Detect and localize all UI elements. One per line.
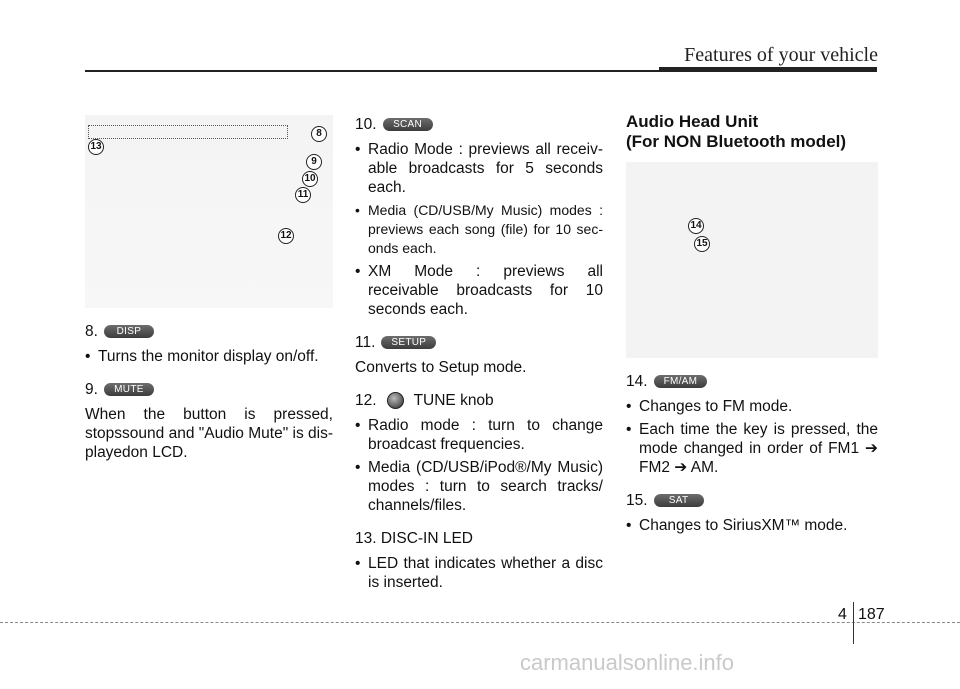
header-rule-accent	[659, 67, 877, 72]
item-12-number: 12.	[355, 392, 377, 409]
item-15-heading	[626, 491, 878, 510]
item-15-number: 15.	[626, 492, 648, 509]
item-12-heading	[355, 391, 603, 410]
bullet-item: • Changes to FM mode.	[626, 397, 878, 416]
callout-11: 11	[295, 187, 311, 203]
item-11-heading	[355, 333, 603, 352]
watermark: carmanualsonline.info	[520, 650, 735, 675]
disp-key-badge: DISP	[104, 325, 154, 338]
callout-13: 13	[88, 139, 104, 155]
callout-15: 15	[694, 236, 710, 252]
section-title-line2: (For NON Bluetooth model)	[626, 132, 847, 151]
page-number: 187	[858, 606, 885, 623]
mute-key-badge: MUTE	[104, 383, 154, 396]
item-13-bullets	[355, 554, 603, 592]
item-11-text: Converts to Setup mode.	[355, 359, 527, 376]
dotted-leader-line	[88, 125, 288, 139]
tune-knob-icon	[387, 392, 404, 409]
column-right	[626, 112, 878, 539]
bullet-item: • Media (CD/USB/iPod®/My Music) modes : turn to search tracks/ channels/files.	[355, 458, 603, 515]
item-9-text: When the button is pressed, stopssound and "Audio Mute" is dis-playedon LCD.	[85, 406, 333, 461]
column-left	[85, 115, 333, 462]
callout-12: 12	[278, 228, 294, 244]
item-13-number: 13. DISC-IN LED	[355, 530, 474, 547]
page-divider	[853, 602, 854, 644]
bullet-item: • Each time the key is pressed, the mode changed in order of FM1 ➔ FM2 ➔ AM.	[626, 420, 878, 477]
section-title	[626, 112, 878, 152]
column-middle	[355, 115, 603, 596]
item-8-heading	[85, 322, 333, 341]
callout-8: 8	[311, 126, 327, 142]
item-9-number: 9.	[85, 381, 98, 398]
item-10-heading	[355, 115, 603, 134]
item-12-label: TUNE knob	[413, 392, 494, 409]
bullet-item: • LED that indicates whether a disc is inserted.	[355, 554, 603, 592]
item-11-number: 11.	[355, 334, 376, 351]
item-8-bullets	[85, 347, 333, 366]
head-unit-photo-right	[626, 162, 878, 358]
setup-key-badge: SETUP	[381, 336, 436, 349]
header-title: Features of your vehicle	[684, 44, 878, 66]
item-9-heading	[85, 380, 333, 399]
item-12-bullets	[355, 416, 603, 515]
head-unit-photo-top	[85, 115, 333, 308]
callout-14: 14	[688, 218, 704, 234]
bullet-item: • Turns the monitor display on/off.	[85, 347, 333, 366]
scan-key-badge: SCAN	[383, 118, 433, 131]
bullet-item: • XM Mode : previews all receivable broadcasts for 10 seconds each.	[355, 262, 603, 319]
item-10-bullets	[355, 140, 603, 319]
bullet-item: • Media (CD/USB/My Music) modes : previews each song (file) for 10 sec-onds each.	[355, 201, 603, 258]
item-13-heading	[355, 529, 603, 548]
section-title-line1: Audio Head Unit	[626, 112, 759, 131]
bullet-item: • Radio mode : turn to change broadcast frequencies.	[355, 416, 603, 454]
sat-key-badge: SAT	[654, 494, 704, 507]
fm-am-key-badge: FM/AM	[654, 375, 708, 388]
item-15-bullets	[626, 516, 878, 535]
item-10-number: 10.	[355, 116, 377, 133]
callout-10: 10	[302, 171, 318, 187]
item-14-bullets	[626, 397, 878, 477]
bullet-item: • Radio Mode : previews all receiv-able broadcasts for 5 seconds each.	[355, 140, 603, 197]
chapter-number: 4	[838, 606, 847, 623]
item-8-number: 8.	[85, 323, 98, 340]
bullet-item: • Changes to SiriusXM™ mode.	[626, 516, 878, 535]
item-14-heading	[626, 372, 878, 391]
callout-9: 9	[306, 154, 322, 170]
item-14-number: 14.	[626, 373, 648, 390]
footer-rule	[0, 622, 960, 623]
